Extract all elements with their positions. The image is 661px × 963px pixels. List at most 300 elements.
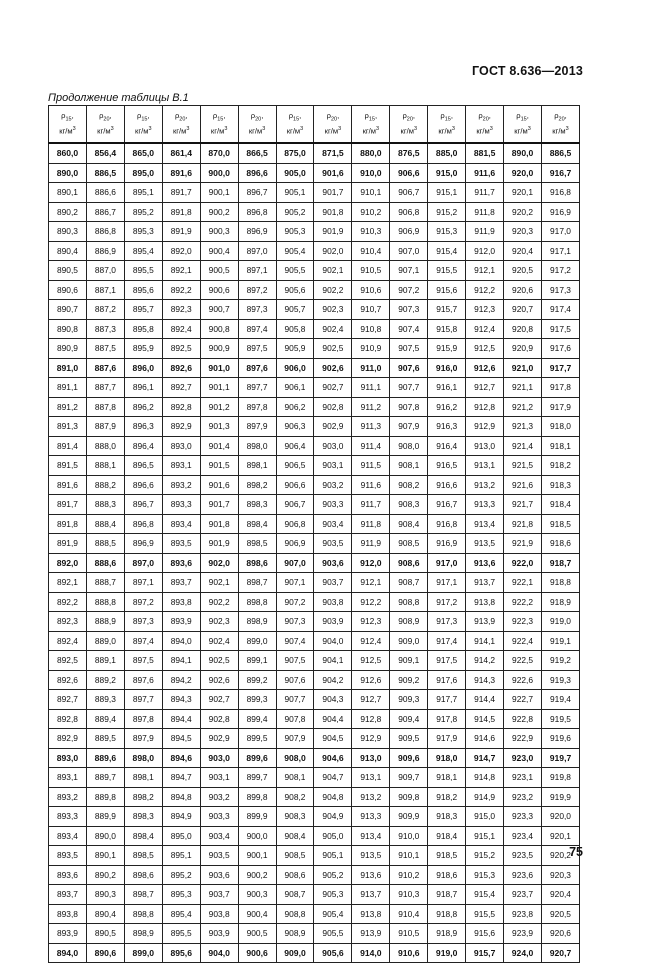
table-cell: 892,4	[162, 319, 200, 339]
table-row	[49, 436, 580, 456]
table-cell: 916,7	[541, 163, 579, 183]
table-cell: 907,4	[276, 631, 314, 651]
table-cell: 889,1	[86, 651, 124, 671]
table-cell: 903,2	[314, 475, 352, 495]
table-cell: 907,1	[276, 573, 314, 593]
column-unit: $кг/м^3$	[172, 126, 190, 137]
table-cell: 917,3	[541, 280, 579, 300]
table-cell: 907,2	[390, 280, 428, 300]
table-row	[49, 495, 580, 515]
table-cell: 917,6	[428, 670, 466, 690]
table-cell: 913,1	[466, 456, 504, 476]
table-cell: 909,0	[390, 631, 428, 651]
table-cell: 907,1	[390, 261, 428, 281]
table-cell: 917,0	[541, 222, 579, 242]
table-cell: 923,2	[504, 787, 542, 807]
table-cell: 891,9	[162, 222, 200, 242]
table-cell: 893,5	[49, 846, 87, 866]
table-cell: 900,2	[200, 202, 238, 222]
table-row	[49, 865, 580, 885]
table-cell: 913,3	[352, 807, 390, 827]
table-cell: 916,3	[428, 417, 466, 437]
table-cell: 903,6	[200, 865, 238, 885]
table-row	[49, 417, 580, 437]
table-cell: 893,6	[162, 553, 200, 573]
table-cell: 912,7	[352, 690, 390, 710]
table-cell: 908,7	[276, 885, 314, 905]
table-cell: 911,5	[352, 456, 390, 476]
table-cell: 892,4	[49, 631, 87, 651]
table-cell: 917,7	[428, 690, 466, 710]
table-cell: 911,9	[466, 222, 504, 242]
table-cell: 894,6	[162, 748, 200, 768]
table-row	[49, 514, 580, 534]
table-cell: 892,7	[162, 378, 200, 398]
table-cell: 891,6	[49, 475, 87, 495]
table-cell: 892,3	[49, 612, 87, 632]
table-cell: 916,8	[428, 514, 466, 534]
table-row	[49, 475, 580, 495]
table-cell: 904,8	[314, 787, 352, 807]
table-cell: 886,5	[86, 163, 124, 183]
table-cell: 915,2	[428, 202, 466, 222]
table-cell: 906,6	[276, 475, 314, 495]
table-cell: 915,5	[428, 261, 466, 281]
table-cell: 893,6	[49, 865, 87, 885]
table-cell: 915,5	[466, 904, 504, 924]
table-cell: 915,6	[428, 280, 466, 300]
table-cell: 917,7	[541, 358, 579, 378]
column-symbol: $\rho_{20}$,	[554, 110, 567, 123]
table-cell: 893,9	[49, 924, 87, 944]
table-cell: 913,7	[352, 885, 390, 905]
table-cell: 897,3	[238, 300, 276, 320]
table-row	[49, 456, 580, 476]
table-row	[49, 807, 580, 827]
table-cell: 901,9	[314, 222, 352, 242]
column-unit: $кг/м^3$	[476, 126, 493, 137]
column-unit: $кг/м^3$	[59, 126, 76, 137]
table-cell: 894,0	[49, 943, 87, 963]
table-cell: 898,2	[124, 787, 162, 807]
table-cell: 903,0	[314, 436, 352, 456]
column-symbol: $\rho_{20}$,	[402, 110, 416, 123]
table-cell: 911,8	[466, 202, 504, 222]
table-cell: 905,0	[314, 826, 352, 846]
table-cell: 917,1	[541, 241, 579, 261]
page-number: 75	[569, 845, 583, 859]
table-cell: 908,4	[390, 514, 428, 534]
table-cell: 880,0	[352, 143, 390, 163]
table-cell: 907,4	[390, 319, 428, 339]
table-cell: 915,3	[428, 222, 466, 242]
table-cell: 917,2	[541, 261, 579, 281]
table-cell: 903,6	[314, 553, 352, 573]
table-cell: 888,9	[86, 612, 124, 632]
table-cell: 912,9	[466, 417, 504, 437]
table-cell: 902,3	[314, 300, 352, 320]
table-row	[49, 358, 580, 378]
column-header	[162, 106, 200, 144]
table-cell: 890,1	[86, 846, 124, 866]
table-cell: 900,4	[238, 904, 276, 924]
table-row	[49, 846, 580, 866]
table-cell: 908,4	[276, 826, 314, 846]
table-cell: 910,5	[352, 261, 390, 281]
table-cell: 886,8	[86, 222, 124, 242]
table-cell: 904,5	[314, 729, 352, 749]
table-cell: 901,7	[314, 183, 352, 203]
table-cell: 900,1	[238, 846, 276, 866]
table-cell: 902,4	[200, 631, 238, 651]
column-unit: $кг/м^3$	[552, 126, 569, 137]
table-cell: 912,9	[352, 729, 390, 749]
table-cell: 887,0	[86, 261, 124, 281]
table-cell: 895,4	[162, 904, 200, 924]
table-cell: 891,3	[49, 417, 87, 437]
table-cell: 891,5	[49, 456, 87, 476]
table-cell: 909,8	[390, 787, 428, 807]
table-cell: 914,8	[466, 768, 504, 788]
table-cell: 897,3	[124, 612, 162, 632]
table-cell: 914,1	[466, 631, 504, 651]
table-cell: 902,1	[314, 261, 352, 281]
table-cell: 907,8	[390, 397, 428, 417]
column-unit: $кг/м^3$	[135, 126, 152, 137]
table-cell: 908,5	[390, 534, 428, 554]
table-cell: 889,7	[86, 768, 124, 788]
table-cell: 909,1	[390, 651, 428, 671]
table-cell: 897,7	[124, 690, 162, 710]
table-cell: 906,6	[390, 163, 428, 183]
table-cell: 923,9	[504, 924, 542, 944]
table-cell: 893,3	[162, 495, 200, 515]
table-cell: 900,3	[200, 222, 238, 242]
table-cell: 866,5	[238, 143, 276, 163]
table-cell: 919,7	[541, 748, 579, 768]
table-cell: 920,1	[541, 826, 579, 846]
table-cell: 876,5	[390, 143, 428, 163]
table-cell: 895,2	[124, 202, 162, 222]
table-cell: 922,2	[504, 592, 542, 612]
table-cell: 902,4	[314, 319, 352, 339]
table-cell: 900,0	[200, 163, 238, 183]
table-cell: 899,7	[238, 768, 276, 788]
table-cell: 911,0	[352, 358, 390, 378]
table-cell: 916,5	[428, 456, 466, 476]
table-cell: 920,7	[504, 300, 542, 320]
table-cell: 908,1	[390, 456, 428, 476]
table-cell: 912,4	[466, 319, 504, 339]
table-row	[49, 280, 580, 300]
column-symbol: $\rho_{15}$,	[137, 110, 150, 123]
table-cell: 919,2	[541, 651, 579, 671]
table-cell: 903,7	[200, 885, 238, 905]
table-cell: 893,8	[162, 592, 200, 612]
table-cell: 920,2	[541, 846, 579, 866]
table-cell: 890,8	[49, 319, 87, 339]
table-cell: 861,4	[162, 143, 200, 163]
table-cell: 897,9	[124, 729, 162, 749]
table-cell: 893,9	[162, 612, 200, 632]
table-cell: 918,8	[428, 904, 466, 924]
table-cell: 921,6	[504, 475, 542, 495]
table-cell: 893,7	[162, 573, 200, 593]
table-cell: 921,1	[504, 378, 542, 398]
table-cell: 913,9	[466, 612, 504, 632]
table-cell: 897,0	[238, 241, 276, 261]
table-cell: 920,0	[504, 163, 542, 183]
table-cell: 912,3	[352, 612, 390, 632]
table-cell: 891,9	[49, 534, 87, 554]
column-unit: $кг/м^3$	[286, 126, 304, 137]
table-row	[49, 709, 580, 729]
table-cell: 923,5	[504, 846, 542, 866]
table-row	[49, 670, 580, 690]
table-row	[49, 904, 580, 924]
table-cell: 899,9	[238, 807, 276, 827]
table-cell: 912,2	[352, 592, 390, 612]
table-cell: 897,4	[238, 319, 276, 339]
table-cell: 897,2	[238, 280, 276, 300]
table-cell: 891,0	[49, 358, 87, 378]
table-cell: 915,2	[466, 846, 504, 866]
table-cell: 920,0	[541, 807, 579, 827]
table-cell: 903,4	[200, 826, 238, 846]
table-cell: 920,4	[504, 241, 542, 261]
table-cell: 894,4	[162, 709, 200, 729]
table-cell: 887,8	[86, 397, 124, 417]
table-cell: 907,5	[390, 339, 428, 359]
table-cell: 895,8	[124, 319, 162, 339]
table-cell: 892,5	[49, 651, 87, 671]
table-cell: 907,3	[390, 300, 428, 320]
table-cell: 890,3	[86, 885, 124, 905]
table-cell: 911,7	[352, 495, 390, 515]
table-cell: 901,7	[200, 495, 238, 515]
table-cell: 902,9	[314, 417, 352, 437]
table-cell: 922,0	[504, 553, 542, 573]
table-cell: 892,6	[162, 358, 200, 378]
table-cell: 892,9	[49, 729, 87, 749]
table-cell: 889,0	[86, 631, 124, 651]
table-cell: 900,4	[200, 241, 238, 261]
table-cell: 891,4	[49, 436, 87, 456]
table-cell: 900,2	[238, 865, 276, 885]
table-cell: 917,9	[541, 397, 579, 417]
table-cell: 918,9	[541, 592, 579, 612]
table-cell: 890,7	[49, 300, 87, 320]
table-cell: 910,8	[352, 319, 390, 339]
table-cell: 905,4	[276, 241, 314, 261]
table-cell: 908,0	[276, 748, 314, 768]
table-cell: 897,1	[124, 573, 162, 593]
table-cell: 890,4	[86, 904, 124, 924]
table-cell: 912,1	[352, 573, 390, 593]
table-cell: 910,6	[352, 280, 390, 300]
table-cell: 906,9	[390, 222, 428, 242]
table-cell: 898,0	[124, 748, 162, 768]
table-cell: 923,8	[504, 904, 542, 924]
table-cell: 904,0	[200, 943, 238, 963]
table-cell: 886,5	[541, 143, 579, 163]
column-symbol: $\rho_{15}$,	[288, 110, 302, 123]
table-cell: 890,2	[86, 865, 124, 885]
table-cell: 898,8	[124, 904, 162, 924]
table-cell: 904,7	[314, 768, 352, 788]
table-cell: 903,8	[200, 904, 238, 924]
column-symbol: $\rho_{15}$,	[440, 110, 453, 123]
table-cell: 887,3	[86, 319, 124, 339]
table-cell: 908,8	[276, 904, 314, 924]
table-row	[49, 768, 580, 788]
table-cell: 886,9	[86, 241, 124, 261]
table-cell: 912,0	[466, 241, 504, 261]
table-cell: 921,5	[504, 456, 542, 476]
table-cell: 888,4	[86, 514, 124, 534]
table-cell: 909,2	[390, 670, 428, 690]
table-cell: 902,8	[200, 709, 238, 729]
table-cell: 922,3	[504, 612, 542, 632]
table-cell: 918,1	[428, 768, 466, 788]
table-cell: 888,0	[86, 436, 124, 456]
table-cell: 919,4	[541, 690, 579, 710]
table-cell: 892,6	[49, 670, 87, 690]
column-unit: $кг/м^3$	[362, 126, 380, 137]
table-cell: 900,8	[200, 319, 238, 339]
table-cell: 906,5	[276, 456, 314, 476]
column-header	[238, 106, 276, 144]
table-cell: 918,5	[428, 846, 466, 866]
table-cell: 893,2	[162, 475, 200, 495]
table-cell: 898,1	[124, 768, 162, 788]
table-cell: 900,7	[200, 300, 238, 320]
column-unit: $кг/м^3$	[97, 126, 114, 137]
table-cell: 918,4	[428, 826, 466, 846]
table-cell: 915,1	[428, 183, 466, 203]
table-cell: 902,6	[314, 358, 352, 378]
table-cell: 901,0	[200, 358, 238, 378]
table-cell: 913,2	[352, 787, 390, 807]
table-cell: 887,5	[86, 339, 124, 359]
table-cell: 890,1	[49, 183, 87, 203]
table-cell: 908,6	[390, 553, 428, 573]
table-cell: 893,5	[162, 534, 200, 554]
table-cell: 907,3	[276, 612, 314, 632]
table-cell: 917,8	[428, 709, 466, 729]
table-cell: 917,4	[541, 300, 579, 320]
column-header	[200, 106, 238, 144]
table-cell: 907,7	[276, 690, 314, 710]
table-cell: 902,5	[314, 339, 352, 359]
table-cell: 923,4	[504, 826, 542, 846]
table-row	[49, 163, 580, 183]
table-cell: 890,0	[504, 143, 542, 163]
table-cell: 916,1	[428, 378, 466, 398]
table-cell: 903,1	[200, 768, 238, 788]
table-cell: 913,3	[466, 495, 504, 515]
table-cell: 922,5	[504, 651, 542, 671]
table-cell: 907,9	[276, 729, 314, 749]
table-cell: 892,7	[49, 690, 87, 710]
table-cell: 906,4	[276, 436, 314, 456]
table-cell: 922,1	[504, 573, 542, 593]
table-cell: 900,5	[238, 924, 276, 944]
table-cell: 912,5	[352, 651, 390, 671]
table-row	[49, 183, 580, 203]
table-cell: 904,9	[314, 807, 352, 827]
table-cell: 920,9	[504, 339, 542, 359]
column-unit: $кг/м^3$	[438, 126, 455, 137]
table-cell: 903,2	[200, 787, 238, 807]
table-cell: 893,4	[49, 826, 87, 846]
table-cell: 901,6	[314, 163, 352, 183]
table-cell: 898,5	[124, 846, 162, 866]
table-cell: 896,2	[124, 397, 162, 417]
table-cell: 907,7	[390, 378, 428, 398]
table-cell: 894,9	[162, 807, 200, 827]
table-cell: 920,6	[541, 924, 579, 944]
table-cell: 892,2	[162, 280, 200, 300]
table-cell: 902,8	[314, 397, 352, 417]
table-cell: 897,5	[238, 339, 276, 359]
table-cell: 898,2	[238, 475, 276, 495]
table-cell: 908,1	[276, 768, 314, 788]
table-cell: 921,3	[504, 417, 542, 437]
table-cell: 913,4	[352, 826, 390, 846]
table-cell: 911,1	[352, 378, 390, 398]
table-cell: 890,6	[86, 943, 124, 963]
table-cell: 905,4	[314, 904, 352, 924]
column-header	[86, 106, 124, 144]
table-cell: 891,8	[49, 514, 87, 534]
table-cell: 890,0	[86, 826, 124, 846]
table-cell: 913,0	[466, 436, 504, 456]
table-cell: 887,7	[86, 378, 124, 398]
table-cell: 909,9	[390, 807, 428, 827]
table-cell: 881,5	[466, 143, 504, 163]
table-cell: 918,3	[428, 807, 466, 827]
table-cell: 912,0	[352, 553, 390, 573]
table-cell: 903,5	[314, 534, 352, 554]
table-cell: 917,2	[428, 592, 466, 612]
table-cell: 910,2	[390, 865, 428, 885]
table-cell: 890,9	[49, 339, 87, 359]
table-cell: 892,8	[162, 397, 200, 417]
table-cell: 920,7	[541, 943, 579, 963]
table-cell: 917,6	[541, 339, 579, 359]
table-cell: 905,7	[276, 300, 314, 320]
table-cell: 918,5	[541, 514, 579, 534]
table-cell: 889,3	[86, 690, 124, 710]
table-cell: 911,9	[352, 534, 390, 554]
table-cell: 904,6	[314, 748, 352, 768]
table-cell: 911,3	[352, 417, 390, 437]
table-cell: 897,9	[238, 417, 276, 437]
table-cell: 898,0	[238, 436, 276, 456]
table-cell: 893,8	[49, 904, 87, 924]
table-cell: 889,4	[86, 709, 124, 729]
table-cell: 918,1	[541, 436, 579, 456]
table-cell: 915,0	[466, 807, 504, 827]
table-cell: 912,8	[352, 709, 390, 729]
table-cell: 912,5	[466, 339, 504, 359]
table-cell: 912,8	[466, 397, 504, 417]
table-cell: 910,4	[352, 241, 390, 261]
table-row	[49, 690, 580, 710]
table-cell: 922,4	[504, 631, 542, 651]
table-cell: 910,3	[390, 885, 428, 905]
